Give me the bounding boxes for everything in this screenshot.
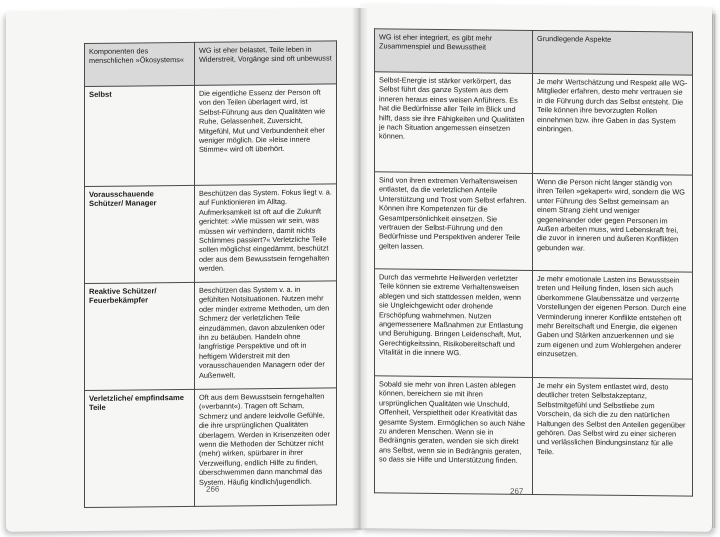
- row-label-verletzliche: Verletzliche/ empfindsame Teile: [85, 389, 195, 507]
- cell-selbst-integrated: Selbst-Energie ist stärker verkörpert, das Selbst führt das ganze System aus dem inneren heraus eines weisen Anführers. Es hat die Bedürfnisse aller Teile im Blick und hilft, dass sie ihre Fähigkeiten und Qualitäten je nach Situation angemessen einsetzen können.: [375, 72, 533, 174]
- right-table: [374, 28, 693, 496]
- book-gutter: [352, 8, 368, 530]
- cell-manager-burdened: Beschützen das System. Fokus liegt v. a. auf Funktionieren im Alltag. Aufmerksamkeit ist oft auf die Zukunft gerichtet: »Wie müssen wir sein, was müssen wir verhindern, damit nichts Schlimmes passiert?« Verletzliche Teile sollen möglichst eingedämmt, beschützt oder aus dem Bewusstsein ferngehalten werden.: [195, 184, 337, 282]
- header-integrated: WG ist eher integriert, es gibt mehr Zusammenspiel und Bewusstheit: [375, 29, 533, 74]
- cell-manager-integrated: Sind von ihren extremen Verhaltensweisen entlastet, da die verletzlichen Anteile Unterstützung und Trost vom Selbst erfahren. Können ihre Kompetenzen für die Gesamtpersönlichkeit einsetzen. Sie vertrauen der Selbst-Führung und den Bedürfnisse und Perspektiven anderer Teile gelten lassen.: [375, 172, 533, 271]
- cell-manager-aspects: Wenn die Person nicht länger ständig von ihren Teilen »gekapert« wird, sondern die WG unter Führung des Selbst gemeinsam an einem Strang zieht und weniger gegeneinander oder gegen Personen im Außen arbeiten muss, wird Lebenskraft frei, die zuvor in inneren und äußeren Konflikten gebunden war.: [533, 173, 693, 272]
- row-label-selbst: Selbst: [85, 85, 195, 186]
- header-aspects: Grundlegende Aspekte: [533, 30, 693, 75]
- row-label-manager: Vorausschauende Schützer/ Manager: [85, 185, 195, 283]
- cell-selbst-burdened: Die eigentliche Essenz der Person oft von den Teilen überlagert wird, ist Selbst-Führung aus den Qualitäten wie Ruhe, Gelassenheit, Zuversicht, Mitgefühl, Mut und Verbundenheit eher weniger möglich. Die »leise innere Stimme« wird oft überhört.: [195, 84, 337, 185]
- right-page: [360, 4, 712, 532]
- cell-feuerbekaempfer-burdened: Beschützen das System v. a. in gefühlten Notsituationen. Nutzen mehr oder minder extreme Methoden, um den Schmerz der verletzlichen Teile einzudämmen, davon abzulenken oder ihn zu betäuben. Handeln ohne langfristige Perspektive und oft in heftigem Widerstreit mit den vorausschauenden Managern oder der Außenwelt.: [195, 281, 337, 389]
- header-burdened: WG ist eher belastet, Teile leben in Widerstreit, Vorgänge sind oft unbewusst: [195, 41, 337, 85]
- cell-selbst-aspects: Je mehr Wertschätzung und Respekt alle WG-Mitglieder erfahren, desto mehr vertrauen sie in die Führung durch das Selbst entsteht. Die Teile können ihre bevorzugten Rollen einnehmen bzw. ihre Gaben in das System einbringen.: [533, 73, 693, 175]
- cell-feuerbekaempfer-integrated: Durch das vermehrte Heilwerden verletzter Teile können sie extreme Verhaltensweisen ablegen und sich stattdessen melden, wenn sie Ungleichgewicht oder drohende Erschöpfung wahrnehmen. Nutzen angemessenere Maßnahmen zur Entlastung und Beruhigung. Bringen Leidenschaft, Mut, Gerechtigkeitssinn, Risikobereitschaft und Vitalität in die innere WG.: [375, 269, 533, 378]
- cell-feuerbekaempfer-aspects: Je mehr emotionale Lasten ins Bewusstsein treten und Heilung finden, lösen sich auch überkommene Glaubenssätze und verzerrte Vorstellungen der eigenen Person. Durch eine Verminderung innerer Konflikte entstehen oft mehr Bereitschaft und Energie, die eigenen Gaben und Stärken anzuerkennen und sie zum eigenen und zum Wohlergehen anderer einzusetzen.: [533, 270, 693, 379]
- left-table: [84, 40, 337, 508]
- cell-verletzliche-integrated: Sobald sie mehr von ihren Lasten ablegen können, bereichern sie mit ihren ursprünglichen Qualitäten wie Unschuld, Offenheit, Verspieltheit oder Kreativität das gesamte System. Ermöglichen so auch Nähe zu anderen Menschen. Wenn sie in Bedrängnis geraten, wenden sie sich direkt ans Selbst, wenn sie in Bedrängnis geraten, so dass sie Hilfe und Unterstützung finden.: [375, 376, 533, 495]
- page-number-right: 267: [510, 486, 524, 496]
- cell-verletzliche-aspects: Je mehr ein System entlastet wird, desto deutlicher treten Selbstakzeptanz, Selbstmitgefühl und Selbstliebe zum Vorschein, da sich die zu den natürlichen Haltungen des Selbst den Anteilen gegenüber gehören. Das Selbst wird zu einer sicheren und verlässlichen Bindungsinstanz für alle Teile.: [533, 377, 693, 496]
- cell-verletzliche-burdened: Oft aus dem Bewusstsein ferngehalten (»verbannt«). Tragen oft Scham, Schmerz und andere leidvolle Gefühle, die ihre ursprünglichen Qualitäten überlagern. Werden in Krisenzeiten oder wenn die Methoden der Schützer nicht (mehr) wirken, spürbarer in ihrer Verzweiflung, endlich Hilfe zu finden, überschwemmen dann manchmal das System. Häufig kindlich/jugendlich.: [195, 388, 337, 506]
- row-label-feuerbekaempfer: Reaktive Schützer/ Feuerbekämpfer: [85, 282, 195, 390]
- header-components: Komponenten des menschlichen »Ökosystems«: [85, 42, 195, 86]
- left-page: [6, 8, 361, 532]
- page-number-left: 266: [206, 484, 220, 494]
